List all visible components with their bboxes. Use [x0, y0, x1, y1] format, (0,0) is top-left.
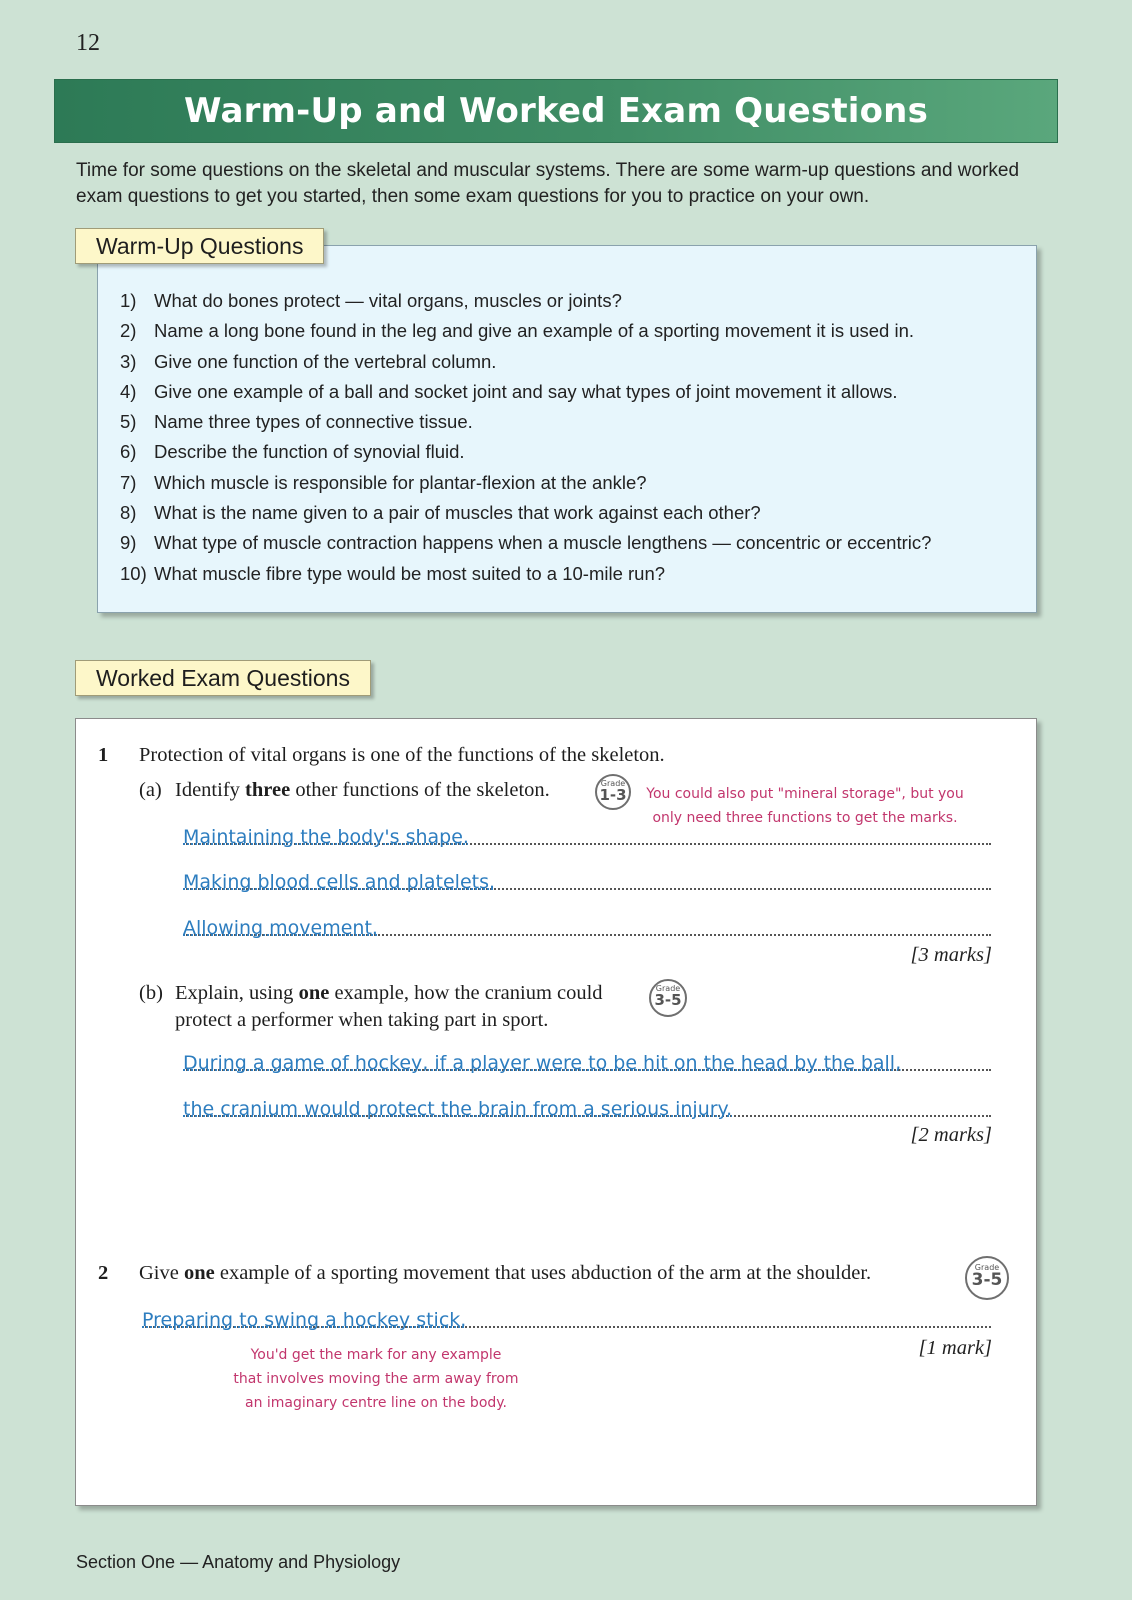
tip-line: You'd get the mark for any example — [250, 1347, 502, 1363]
question-text: What do bones protect — vital organs, muscles or joints? — [154, 290, 622, 311]
answer-text: Preparing to swing a hockey stick. — [142, 1309, 467, 1331]
warmup-questions-box — [97, 245, 1037, 613]
question-text: What muscle fibre type would be most suited to a 10-mile run? — [154, 562, 666, 584]
question-text-part: example of a sporting movement that uses abduction of the arm at the shoulder. — [214, 1262, 872, 1284]
question-1b-letter: (b) — [139, 982, 163, 1004]
question-emphasis: one — [298, 982, 330, 1004]
answer-line — [183, 856, 991, 893]
question-text-part: other functions of the skeleton. — [290, 779, 550, 801]
grade-label: Grade — [655, 984, 681, 993]
question-number: 6) — [120, 441, 137, 463]
tip-line: an imaginary centre line on the body. — [244, 1395, 508, 1411]
grade-value: 1-3 — [599, 786, 627, 804]
grade-label: Grade — [974, 1263, 1000, 1272]
question-number: 10) — [120, 562, 147, 584]
question-text: Which muscle is responsible for plantar-flexion at the ankle? — [154, 471, 647, 493]
question-emphasis: three — [245, 779, 291, 801]
list-item — [120, 528, 1030, 558]
question-text: Describe the function of synovial fluid. — [154, 441, 465, 463]
grade-badge-icon — [595, 774, 631, 810]
footer-section-name: Section One — Anatomy and Physiology — [76, 1552, 401, 1572]
question-emphasis: one — [183, 1262, 215, 1284]
grade-label: Grade — [600, 779, 626, 788]
answer-text: the cranium would protect the brain from a serious injury. — [183, 1098, 733, 1120]
question-2-number: 2 — [98, 1262, 109, 1284]
question-text: Name a long bone found in the leg and give an example of a sporting movement it is used in. — [154, 320, 914, 342]
question-number: 1) — [120, 290, 137, 311]
question-text-part: Give — [139, 1262, 184, 1284]
question-1a-text — [175, 779, 550, 802]
answer-line — [183, 902, 991, 939]
question-text: What is the name given to a pair of muscles that work against each other? — [154, 502, 761, 524]
question-1-number: 1 — [98, 744, 109, 766]
marks-1a: [3 marks] — [910, 944, 992, 966]
page-number: 12 — [76, 30, 100, 56]
list-item — [120, 498, 1030, 528]
grade-value: 3-5 — [971, 1270, 1003, 1290]
list-item — [120, 316, 1030, 346]
tip-line: only need three functions to get the marks. — [652, 810, 958, 826]
tip-note-2 — [226, 1343, 526, 1415]
answer-line — [183, 1037, 991, 1074]
question-text-part: example, how the cranium could — [329, 982, 603, 1004]
intro-text: Time for some questions on the skeletal and muscular systems. There are some warm-up questions and worked exam questions to get you started, then some exam questions for you to practice on your own. — [76, 160, 1020, 207]
title-banner — [54, 79, 1058, 143]
page-title: Warm-Up and Worked Exam Questions — [183, 91, 929, 131]
question-number: 8) — [120, 502, 137, 524]
question-text-part: Explain, using — [175, 982, 299, 1004]
answer-line — [183, 811, 991, 848]
marks-1b: [2 marks] — [910, 1124, 992, 1146]
answer-text: Maintaining the body's shape. — [183, 826, 469, 848]
question-number: 3) — [120, 350, 137, 372]
answer-text: Making blood cells and platelets. — [183, 871, 496, 893]
question-1-stem: Protection of vital organs is one of the functions of the skeleton. — [139, 744, 665, 766]
question-text: Give one function of the vertebral column. — [154, 350, 497, 372]
warmup-section-label: Warm-Up Questions — [75, 228, 324, 264]
list-item — [120, 347, 1030, 377]
grade-badge-icon — [649, 979, 687, 1017]
warmup-question-list — [120, 286, 1030, 589]
answer-text: Allowing movement. — [183, 917, 378, 939]
list-item — [120, 286, 1030, 316]
worked-questions-box — [75, 718, 1037, 1506]
list-item — [120, 377, 1030, 407]
list-item — [120, 468, 1030, 498]
list-item — [120, 559, 1030, 589]
question-number: 9) — [120, 532, 137, 554]
grade-value: 3-5 — [654, 991, 682, 1009]
question-number: 2) — [120, 320, 137, 342]
marks-2: [1 mark] — [918, 1337, 992, 1359]
question-number: 5) — [120, 411, 137, 433]
question-number: 7) — [120, 471, 137, 493]
question-text: Name three types of connective tissue. — [154, 411, 473, 433]
worked-section-label: Worked Exam Questions — [75, 660, 371, 696]
question-2-text — [139, 1262, 871, 1285]
question-1b-text — [175, 982, 603, 1005]
tip-line: You could also put "mineral storage", but you — [646, 786, 964, 802]
question-1b-text-line2: protect a performer when taking part in sport. — [175, 1009, 549, 1031]
question-text: Give one example of a ball and socket joint and say what types of joint movement it allows. — [154, 380, 898, 402]
tip-line: that involves moving the arm away from — [233, 1371, 519, 1387]
question-1a-letter: (a) — [139, 779, 162, 801]
answer-line — [183, 1083, 991, 1120]
list-item — [120, 407, 1030, 437]
question-text: What type of muscle contraction happens when a muscle lengthens — concentric or eccentric? — [154, 532, 932, 554]
list-item — [120, 437, 1030, 467]
answer-line — [142, 1294, 991, 1331]
question-number: 4) — [120, 380, 137, 402]
answer-text: During a game of hockey, if a player were to be hit on the head by the ball, — [183, 1052, 902, 1074]
question-text-part: Identify — [175, 779, 246, 801]
